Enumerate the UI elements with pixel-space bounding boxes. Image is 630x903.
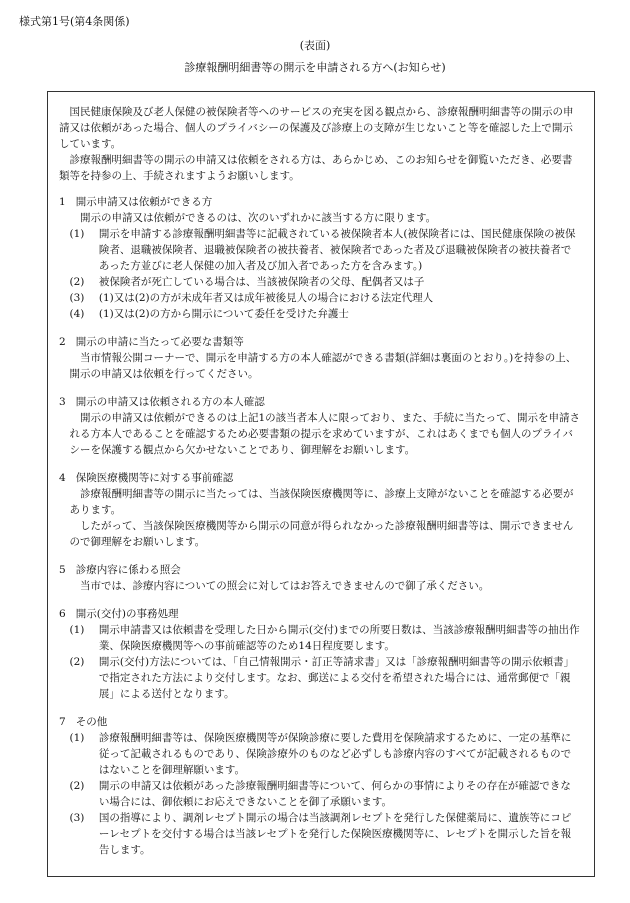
face-label: (表面): [299, 39, 331, 52]
form-number: 様式第1号(第4条関係): [19, 15, 130, 28]
item-number: (2): [69, 276, 85, 288]
list-item: [59, 778, 580, 810]
section-heading: [59, 394, 580, 410]
item-number: (3): [69, 812, 85, 824]
section-other: [59, 714, 580, 858]
item-text: 被保険者が死亡している場合は、当該被保険者の父母、配偶者又は子: [98, 276, 425, 288]
section-paragraph: 当市では、診療内容についての照会に対してはお答えできませんので御了承ください。: [80, 580, 490, 592]
section-title: その他: [75, 716, 108, 728]
section-required-documents: [59, 334, 580, 382]
item-text: 国の指導により、調剤レセプト開示の場合は当該調剤レセプトを発行した保健薬局に、遺族等にコピーレセプトを交付する場合は当該レセプトを発行した保険医療機関等に、レセプトを開示した旨を報告します。: [98, 812, 572, 856]
list-item: [59, 306, 580, 322]
item-number: (1): [69, 228, 85, 240]
section-number: 5: [59, 564, 66, 576]
section-eligibility: [59, 194, 580, 322]
section-paragraph: 当市情報公開コーナーで、開示を申請する方の本人確認ができる書類(詳細は裏面のとおり。)を持参の上、開示の申請又は依頼を行ってください。: [69, 352, 577, 380]
item-number: (1): [69, 732, 85, 744]
intro-paragraph: 診療報酬明細書等の開示の申請又は依頼をされる方は、あらかじめ、このお知らせを御覧いただき、必要書類等を持参の上、手続されますようお願いします。: [59, 154, 573, 182]
item-number: (2): [69, 780, 85, 792]
item-number: (3): [69, 292, 85, 304]
section-title: 開示申請又は依頼ができる方: [75, 196, 213, 208]
section-heading: [59, 334, 580, 350]
list-item: [59, 810, 580, 858]
section-heading: [59, 714, 580, 730]
section-identity-check: [59, 394, 580, 458]
section-inquiries: [59, 562, 580, 594]
item-text: 診療報酬明細書等は、保険医療機関等が保険診療に要した費用を保険請求するために、一定の基準に従って記載されるものであり、保険診療外のものなど必ずしも診療内容のすべてが記載されるものではないことを御理解願います。: [98, 732, 572, 776]
section-heading: [59, 606, 580, 622]
item-text: 開示の申請又は依頼があった診療報酬明細書等について、何らかの事情によりその存在が確認できない場合には、御依頼にお応えできないことを御了承願います。: [98, 780, 571, 808]
list-item: [59, 274, 580, 290]
section-title: 保険医療機関等に対する事前確認: [75, 472, 234, 484]
section-heading: [59, 562, 580, 578]
section-heading: [59, 194, 580, 210]
list-item: [59, 622, 580, 654]
list-item: [59, 290, 580, 306]
item-number: (2): [69, 656, 85, 668]
document-title: 診療報酬明細書等の開示を申請される方へ(お知らせ): [184, 61, 446, 74]
item-number: (1): [69, 624, 85, 636]
section-heading: [59, 470, 580, 486]
intro-paragraph: 国民健康保険及び老人保健の被保険者等へのサービスの充実を図る観点から、診療報酬明細書等の開示の申請又は依頼があった場合、個人のプライバシーの保護及び診療上の支障が生じないこと等を確認した上で開示しています。: [59, 106, 574, 150]
item-number: (4): [69, 308, 85, 320]
section-paragraph: 開示の申請又は依頼ができるのは、次のいずれかに該当する方に限ります。: [80, 212, 437, 224]
item-text: 開示を申請する診療報酬明細書等に記載されている被保険者本人(被保険者には、国民健康保険の被保険者、退職被保険者、退職被保険者の被扶養者、被保険者であった者及び退職被保険者の被扶養者であった方並びに老人保健の加入者及び加入者であった方を含みます。): [98, 228, 576, 272]
section-processing: [59, 606, 580, 702]
item-text: (1)又は(2)の方から開示について委任を受けた弁護士: [98, 308, 349, 320]
notice-frame: [47, 91, 595, 877]
section-number: 1: [59, 196, 66, 208]
section-paragraph: 診療報酬明細書等の開示に当たっては、当該保険医療機関等に、診療上支障がないことを確認する必要があります。: [69, 488, 574, 516]
section-title: 開示の申請に当たって必要な書類等: [75, 336, 244, 348]
section-number: 2: [59, 336, 66, 348]
section-title: 開示の申請又は依頼される方の本人確認: [75, 396, 265, 408]
section-title: 開示(交付)の事務処理: [75, 608, 179, 620]
list-item: [59, 654, 580, 702]
section-number: 3: [59, 396, 66, 408]
section-paragraph: 開示の申請又は依頼ができるのは上記1の該当者本人に限っており、また、手続に当たって、開示を申請される方本人であることを確認するため必要書類の提示を求めていますが、これはあくまでも個人のプライバシーを保護する観点から欠かせないことであり、御理解をお願いします。: [69, 412, 580, 456]
section-number: 7: [59, 716, 66, 728]
list-item: [59, 226, 580, 274]
item-text: 開示申請書又は依頼書を受理した日から開示(交付)までの所要日数は、当該診療報酬明細書等の抽出作業、保険医療機関等への事前確認等のため14日程度要します。: [98, 624, 580, 652]
section-title: 診療内容に係わる照会: [75, 564, 181, 576]
list-item: [59, 730, 580, 778]
section-paragraph: したがって、当該保険医療機関等から開示の同意が得られなかった診療報酬明細書等は、開示できませんので御理解をお願いします。: [69, 520, 574, 548]
section-number: 4: [59, 472, 66, 484]
section-prior-confirmation: [59, 470, 580, 550]
item-text: (1)又は(2)の方が未成年者又は成年被後見人の場合における法定代理人: [98, 292, 434, 304]
item-text: 開示(交付)方法については、「自己情報開示・訂正等請求書」又は「診療報酬明細書等の開示依頼書」で指定された方法により交付します。なお、郵送による交付を希望された場合には、通常郵便で「親展」による送付となります。: [98, 656, 575, 700]
section-number: 6: [59, 608, 66, 620]
